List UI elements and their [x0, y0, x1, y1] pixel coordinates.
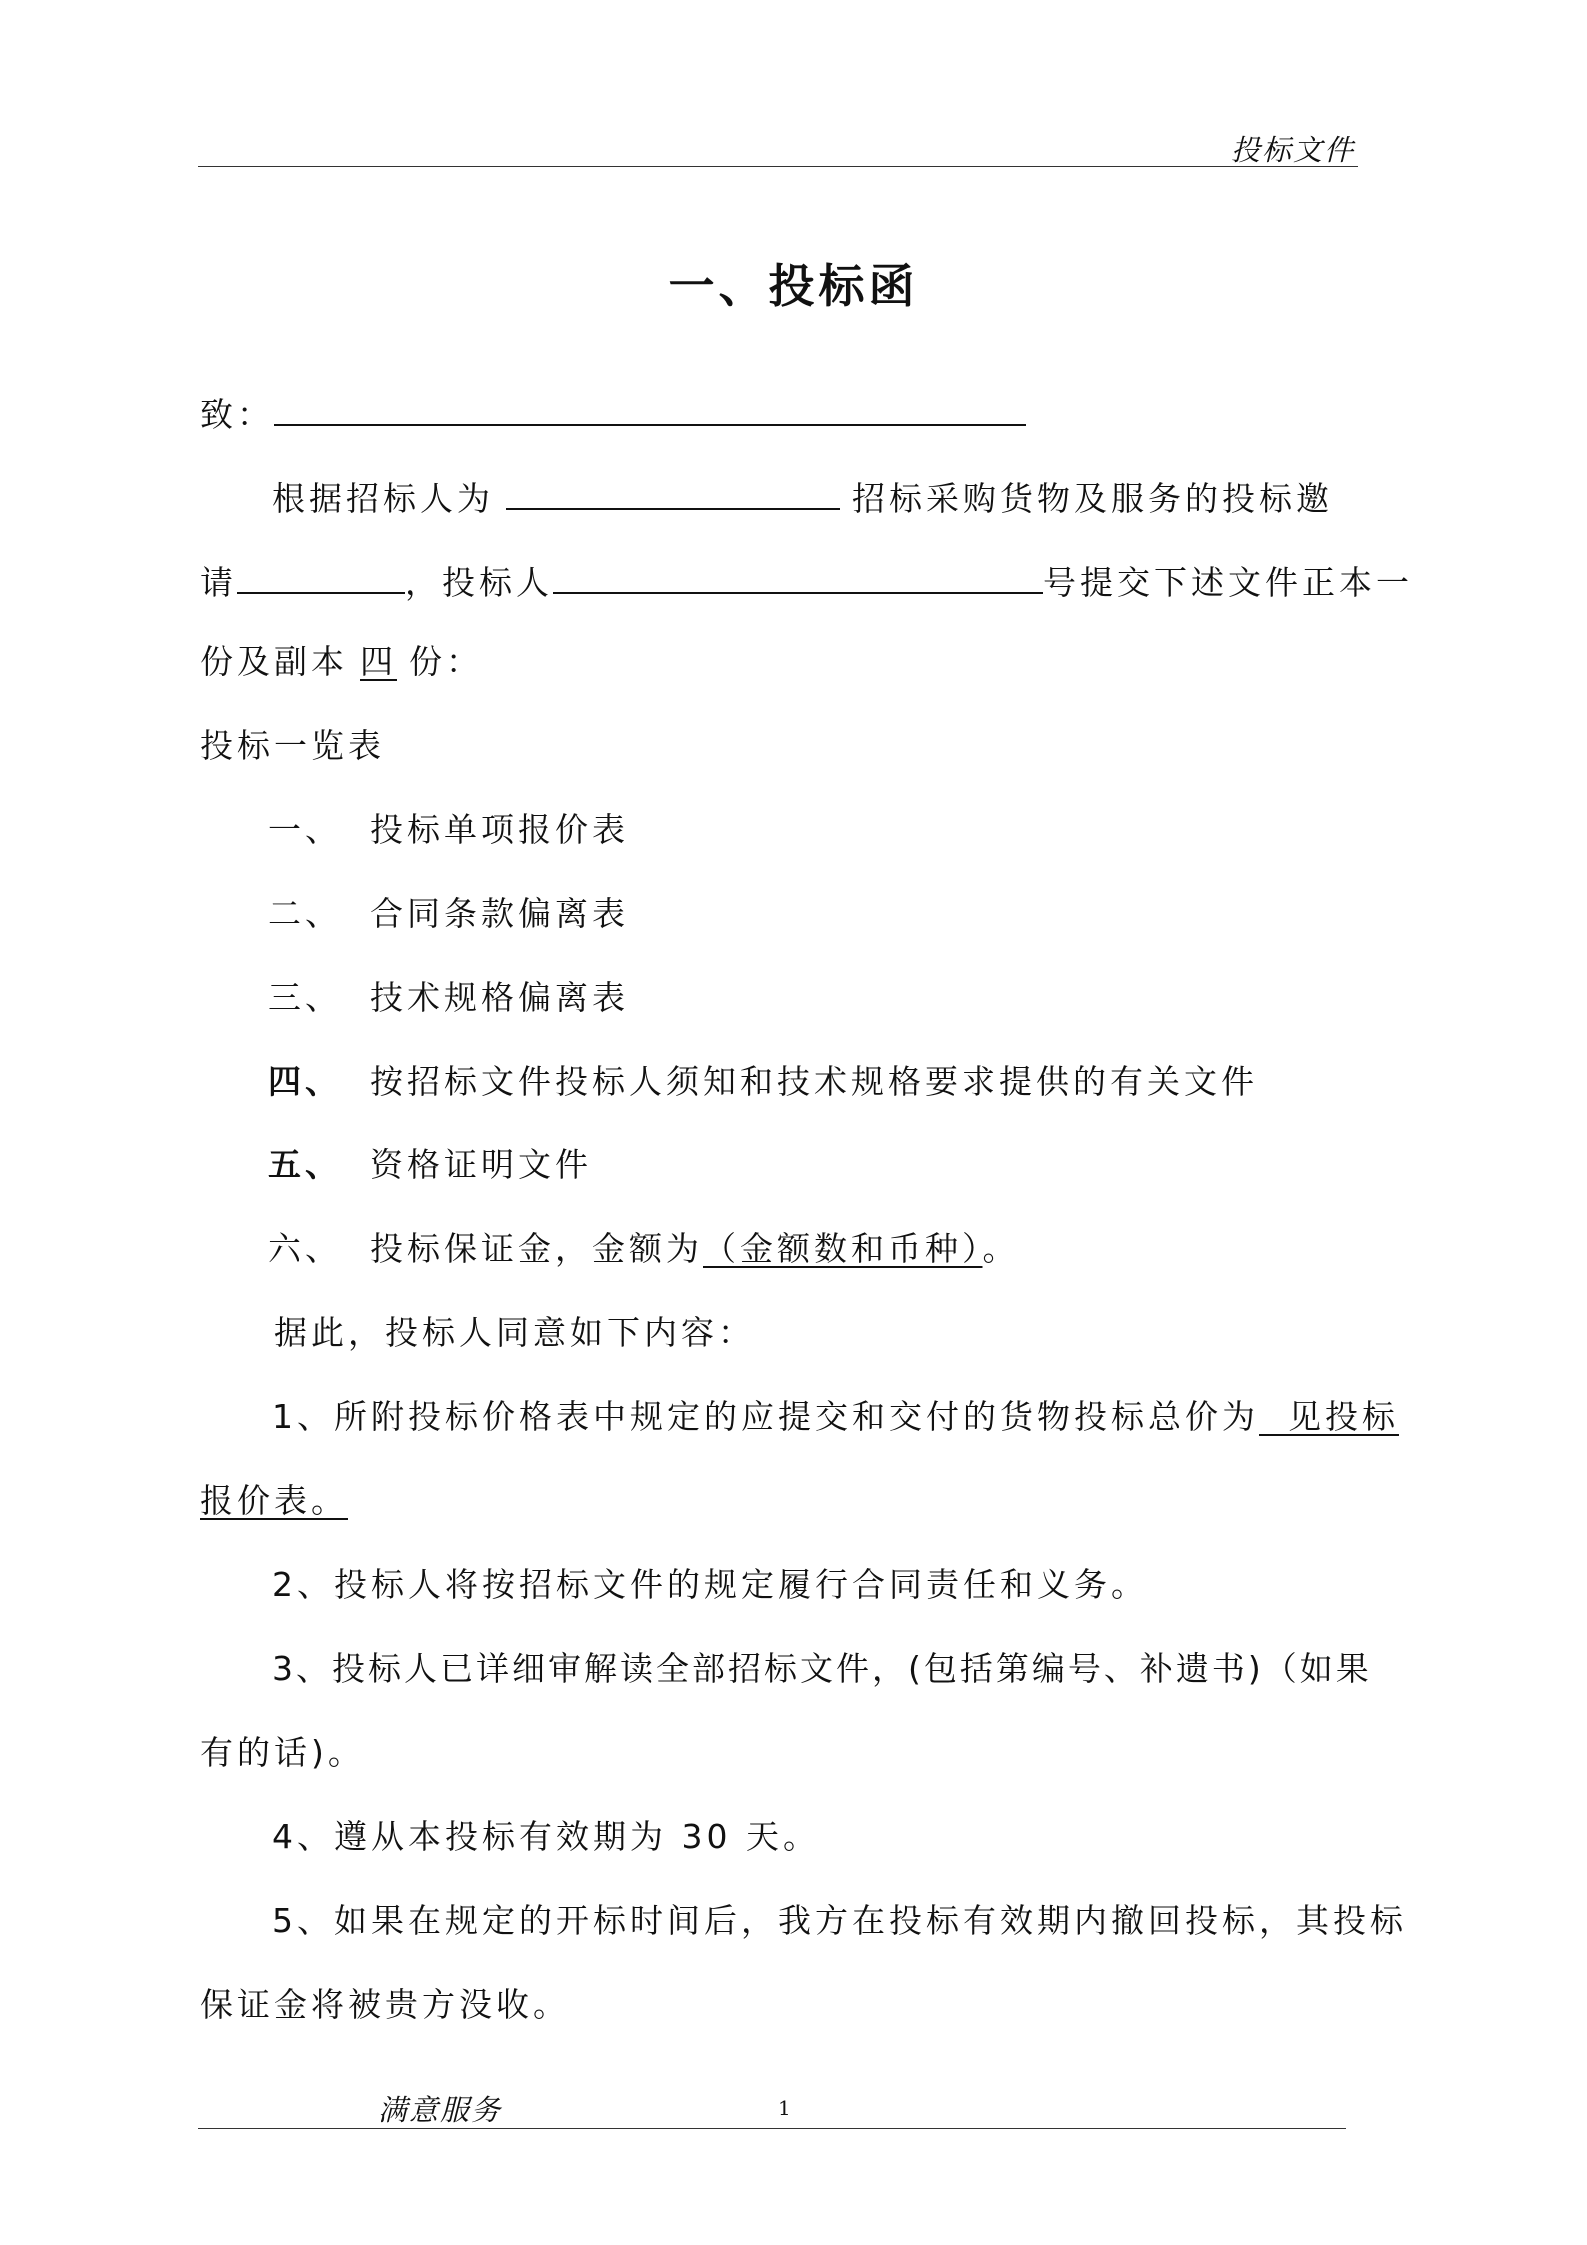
intro-text: 请	[200, 563, 237, 602]
addressee-line	[200, 388, 1026, 437]
clause-2: 2、投标人将按招标文件的规定履行合同责任和义务。	[272, 1565, 1148, 1604]
intro-line-2	[200, 556, 1413, 605]
list-item-number: 三、	[268, 978, 342, 1017]
list-item-text	[370, 1227, 1020, 1271]
intro-text: 根据招标人为	[272, 479, 494, 518]
list-item-number: 四、	[268, 1062, 342, 1101]
intro-text: 招标采购货物及服务的投标邀	[852, 479, 1333, 518]
header-rule	[198, 166, 1358, 167]
agree-intro: 据此，投标人同意如下内容：	[274, 1313, 755, 1352]
bidder-blank	[553, 556, 1043, 594]
total-price-ref: 见投标	[1259, 1397, 1399, 1436]
clause-3-cont: 有的话)。	[200, 1733, 365, 1772]
intro-line-3	[200, 640, 483, 684]
list-item-text: 资格证明文件	[370, 1145, 592, 1184]
overview-title: 投标一览表	[200, 726, 385, 765]
page-title: 一、投标函	[668, 259, 919, 313]
list-item-text: 投标单项报价表	[370, 810, 629, 849]
copy-count: 四	[360, 642, 397, 681]
clause-5: 5、如果在规定的开标时间后，我方在投标有效期内撤回投标，其投标	[272, 1901, 1407, 1940]
clause-1	[272, 1395, 1399, 1439]
list-item-text: 技术规格偏离表	[370, 978, 629, 1017]
intro-line-1	[272, 472, 1333, 521]
clause-5-cont: 保证金将被贵方没收。	[200, 1985, 570, 2024]
list-item-number: 一、	[268, 810, 342, 849]
list-item-number: 二、	[268, 894, 342, 933]
clause-1-cont	[200, 1479, 372, 1523]
addressee-blank	[274, 388, 1026, 426]
deposit-text: 。	[982, 1229, 1020, 1268]
clause-3: 3、投标人已详细审解读全部招标文件，(包括第编号、补遗书)（如果	[272, 1649, 1372, 1688]
list-item-text: 按招标文件投标人须知和技术规格要求提供的有关文件	[370, 1062, 1258, 1101]
list-item-number: 六、	[268, 1229, 342, 1268]
intro-text: ，投标人	[405, 563, 553, 602]
list-item-text: 合同条款偏离表	[370, 894, 629, 933]
invite-no-blank	[237, 556, 405, 594]
header-text: 投标文件	[1230, 133, 1355, 167]
intro-text: 号提交下述文件正本一	[1043, 563, 1413, 602]
clause-text: 1、所附投标价格表中规定的应提交和交付的货物投标总价为	[272, 1397, 1259, 1436]
clause-4: 4、遵从本投标有效期为 30 天。	[272, 1817, 820, 1856]
footer-rule	[198, 2128, 1346, 2129]
intro-text: 份：	[409, 642, 483, 681]
footer-text: 满意服务	[378, 2093, 503, 2127]
deposit-amount: （金额数和币种）	[703, 1229, 983, 1268]
intro-text: 份及副本	[200, 642, 348, 681]
addressee-label: 致：	[200, 395, 274, 434]
total-price-ref: 报价表。	[200, 1481, 348, 1520]
deposit-text: 投标保证金，金额为	[370, 1229, 703, 1268]
project-blank	[506, 472, 840, 510]
list-item-number: 五、	[268, 1145, 342, 1184]
page-number: 1	[778, 2096, 791, 2120]
